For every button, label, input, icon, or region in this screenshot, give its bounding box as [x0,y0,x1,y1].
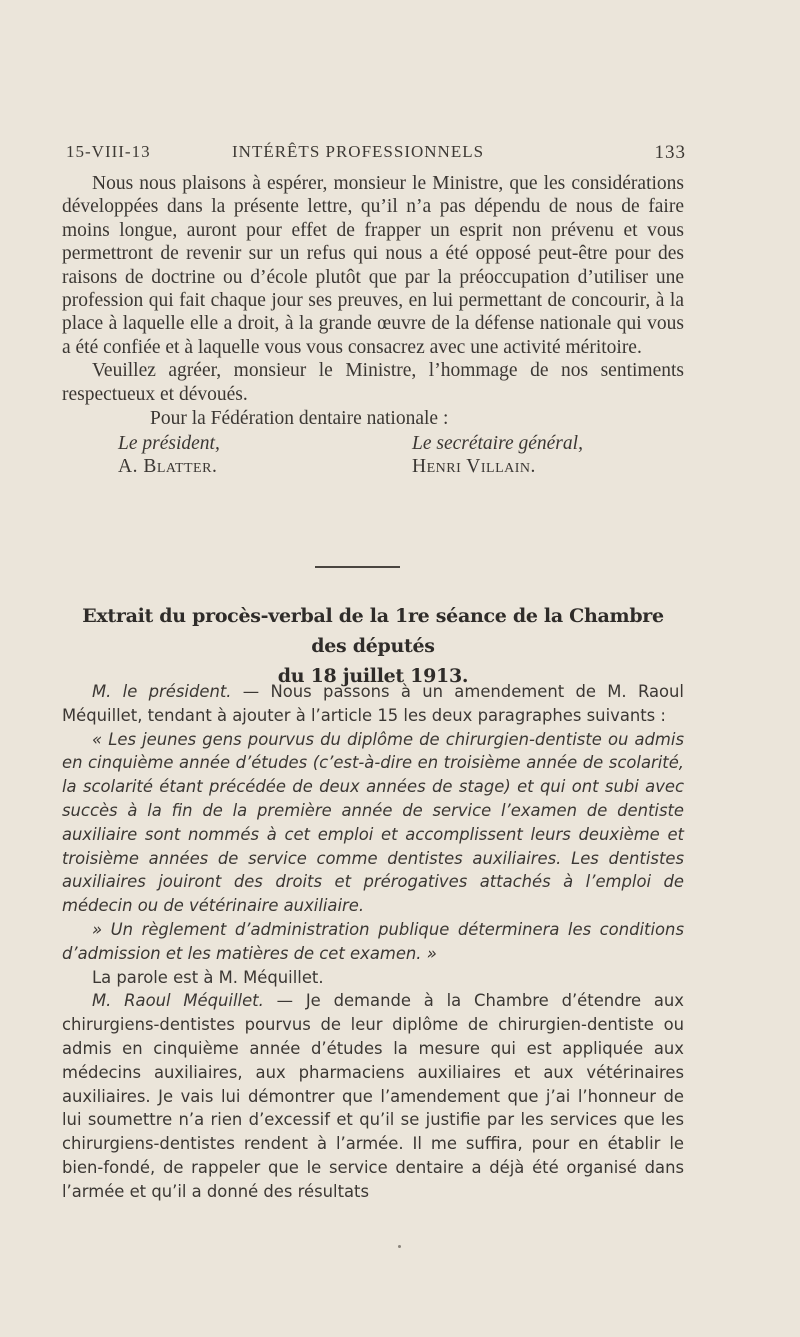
minutes-paragraph [62,680,684,728]
letter-conclusion [62,172,684,478]
section-title-line-1: Extrait du procès-verbal de la 1re séance de la Chambre des députés [82,605,664,657]
letter-closing: Veuillez agréer, monsieur le Ministre, l’hommage de nos sentiments respectueux et dévoués. [62,360,684,405]
letter-paragraph: Nous nous plaisons à espérer, monsieur le Ministre, que les considérations développées dans la présente lettre, qu’il n’a pas dépendu de nous de faire moins longue, auront pour effet de frapper un esprit non prévenu et vous permettront de revenir sur un refus qui nous a été opposé peut-être pour des raisons de doctrine ou d’école plutôt que par la préoccupation d’utiliser une profession qui fait chaque jour ses preuves, en lui permettant de concourir, à la place à laquelle elle a droit, à la grande œuvre de la défense nationale qui vous a été confiée et à laquelle vous vous consacrez avec une activité méritoire. [62,173,684,358]
minutes-text [62,680,684,1204]
signature-role: Le président, [118,433,220,455]
amendment-text: « Les jeunes gens pourvus du diplôme de chirurgien-dentiste ou admis en cinquième année d’études (c’est-à-dire en troisième année de scolarité, la scolarité étant précédée de deux années de stage) et qui ont subi avec succès à la fin de la première année de service l’examen de dentiste auxiliaire sont nommés à cet emploi et accomplissent leurs deuxième et troisième années de service comme dentistes auxiliaires. Les dentistes auxiliaires jouiront des droits et prérogatives attachés à l’emploi de médecin ou de vétérinaire auxiliaire. [62,729,684,916]
running-title: INTÉRÊTS PROFESSIONNELS [232,142,485,161]
signature-name: A. Blatter. [118,456,218,478]
running-header [66,140,686,170]
speaker-name: M. le président. [92,682,232,701]
section-divider [315,566,400,568]
speech-text: — Je demande à la Chambre d’étendre aux chirurgiens-dentistes pourvus de leur diplôme de chirurgien-dentiste ou admis en cinquième année d’études la mesure qui est appliquée aux médecins auxiliaires, aux pharmaciens auxiliaires et aux vétérinaires auxiliaires. Je vais lui démontrer que l’amendement que j’ai l’honneur de lui soumettre n’a rien d’excessif et qu’il se justifie par les services que les chirurgiens-dentistes rendent à l’armée. Il me suffira, pour en établir le bien-fondé, de rappeler que le service dentaire a déjà été organisé dans l’armée et qu’il a donné des résultats [62,991,684,1201]
signature-secretary [412,432,583,478]
speech-text: — Nous passons à un amendement de M. Raoul Méquillet, tendant à ajouter à l’article 15 les deux paragraphes suivants : [62,682,684,725]
signature-role: Le secrétaire général, [412,433,583,455]
federation-line: Pour la Fédération dentaire nationale : [150,408,449,430]
page-number: 133 [654,142,686,163]
section-title-line-2: du 18 juillet 1913. [277,665,469,687]
signature-block [62,432,684,478]
minutes-paragraph: La parole est à M. Méquillet. [92,967,324,987]
minutes-paragraph [62,989,684,1203]
paper-speck [398,1245,401,1248]
speaker-name: M. Raoul Méquillet. [92,991,264,1011]
amendment-text: » Un règlement d’administration publique déterminera les conditions d’admission et les matières de cet examen. » [62,919,684,963]
signature-name: Henri Villain. [412,456,536,478]
section-title [62,601,684,691]
issue-date: 15-VIII-13 [66,142,151,161]
signature-president [118,432,220,478]
